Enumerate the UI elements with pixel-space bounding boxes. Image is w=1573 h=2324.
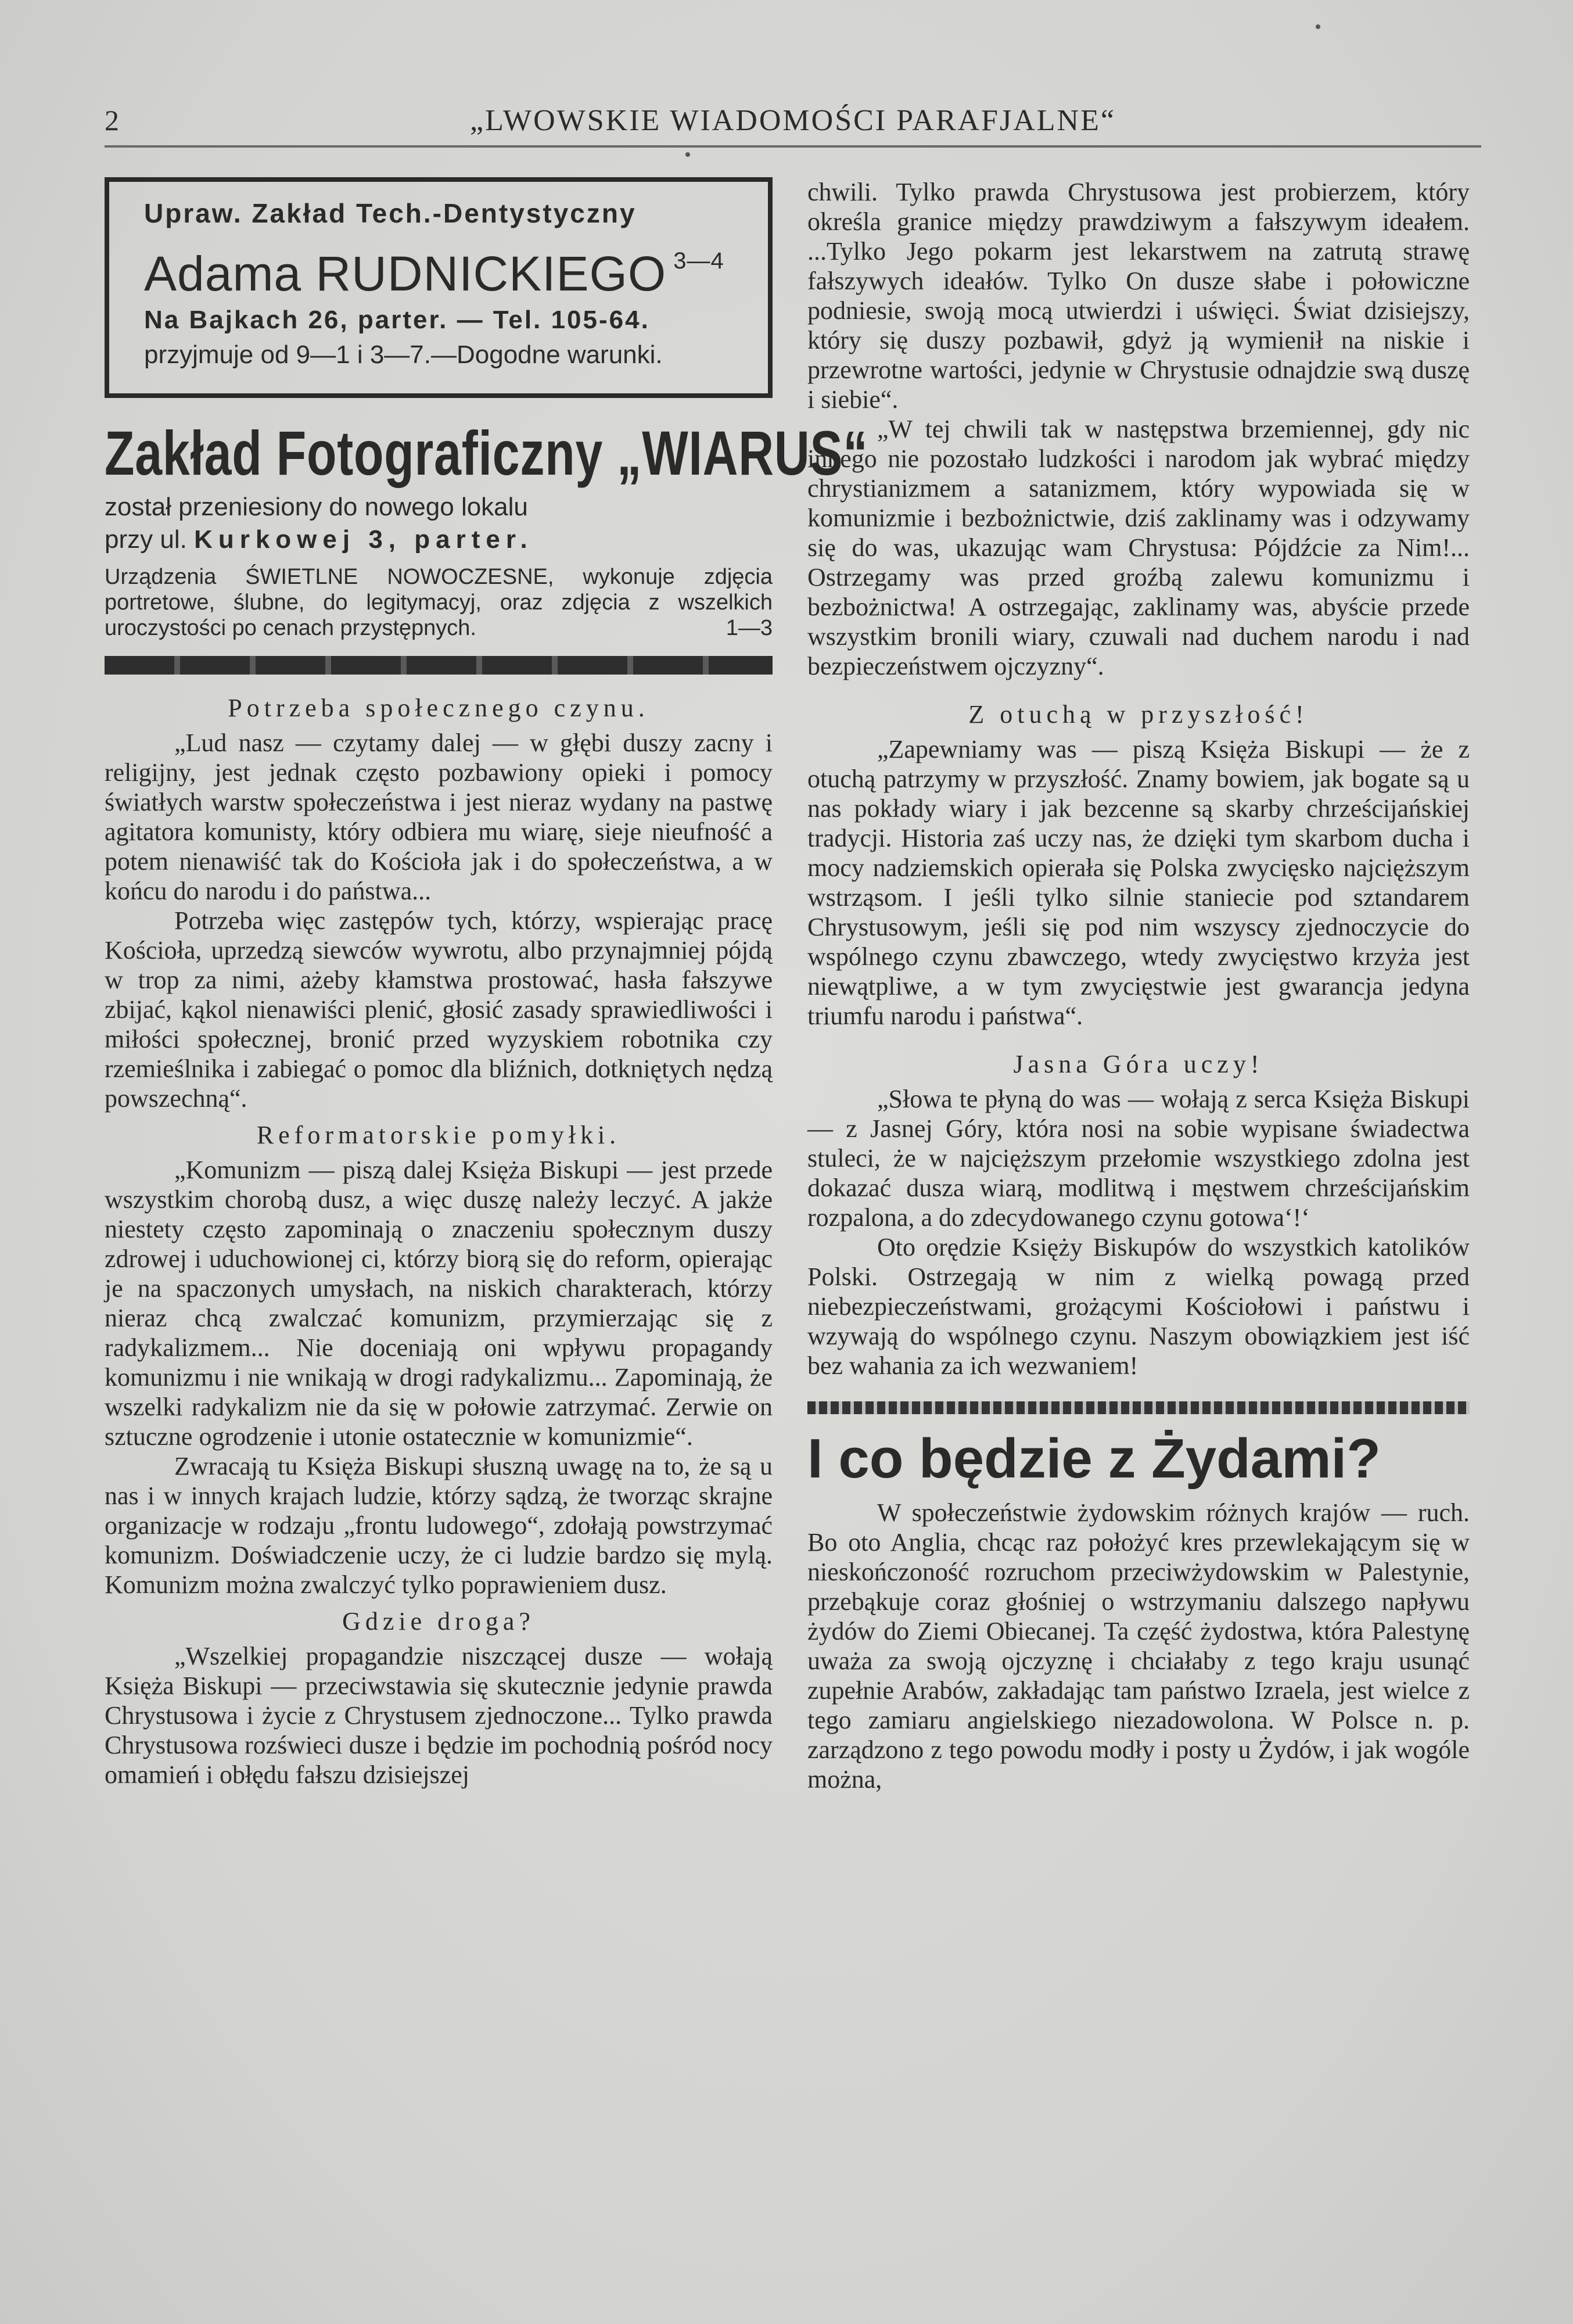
dentist-ad-hours: przyjmuje od 9—1 i 3—7.—Dogodne warunki.: [144, 340, 663, 369]
publication-title: „LWOWSKIE WIADOMOŚCI PARAFJALNE“: [470, 104, 1116, 137]
page-number: 2: [105, 104, 119, 137]
article-headline: I co będzie z Żydami?: [807, 1428, 1381, 1490]
photo-ad-line2: [105, 523, 773, 556]
running-header: [105, 99, 1481, 148]
paragraph: „Lud nasz — czytamy dalej — w głębi duszy zacny i religijny, jest jednak często pozbawiony opieki i pomocy światłych warstw społeczeństwa i jest nieraz wydany na pastwę agitatora komunisty, który odbiera mu wiarę, sieje nieufność a potem nienawiść tak do Kościoła jak i do społeczeństwa, a w końcu do narodu i do państwa...: [105, 729, 773, 905]
section-title: Jasna Góra uczy!: [1013, 1050, 1264, 1078]
paragraph: „W tej chwili tak w następstwa brzemiennej, gdy nic innego nie pozostało ludzkości i narodom jak wybrać między chrystianizmem a satanizmem, który wypowiada się w komunizmie i bezbożnictwie, dziś zaklinamy was i odzywamy się do was, ukazując wam Chrystusa: Pójdźcie za Nim!... Ostrzegamy was przed groźbą zalewu komunizmu i bezbożnictwa! A ostrzegając, zaklinamy was, abyście przede wszystkim bronili wiary, czuwali nad duchem narodu i nad bezpieczeństwem ojczyzny“.: [807, 415, 1470, 680]
paragraph: Oto orędzie Księży Biskupów do wszystkich katolików Polski. Ostrzegają w nim z wielką powagą przed niebezpieczeństwami, grożącymi Kościołowi i państwu i wzywają do wspólnego czynu. Naszym obowiązkiem jest iść bez wahania za ich wezwaniem!: [807, 1233, 1470, 1380]
dentist-ad-name: [144, 232, 745, 303]
paragraph: Potrzeba więc zastępów tych, którzy, wspierając pracę Kościoła, uprzedzą siewców wywrotu, albo przynajmniej pójdą w trop za nimi, ażeby kłamstwa prostować, hasła fałszywe zbijać, kąkol nienawiści plenić, głosić zasady sprawiedliwości i miłości społecznej, bronić przed wyzyskiem robotnika czy rzemieślnika i zabiegać o pomoc dla bliźnich, dotkniętych nędzą powszechną“.: [105, 906, 773, 1113]
dentist-ad-line1: Upraw. Zakład Tech.-Dentystyczny: [144, 198, 637, 228]
paragraph: „Wszelkiej propagandzie niszczącej dusze — wołają Księża Biskupi — przeciwstawia się skutecznie jedynie prawda Chrystusowa i życie z Chrystusem zjednoczone... Tylko prawda Chrystusowa rozświeci dusze i będzie im pochodnią pośród nocy omamień i obłędu fałszu dzisiejszej: [105, 1642, 773, 1789]
dentist-ad-address: Na Bajkach 26, parter. — Tel. 105-64.: [144, 306, 650, 334]
paragraph: Zwracają tu Księża Biskupi słuszną uwagę na to, że są u nas i w innych krajach ludzie, którzy sądzą, że tworząc skrajne organizacje w rodzaju „frontu ludowego“, zdołają powstrzymać komunizm. Doświadczenie uczy, że ci ludzie bardzo się mylą. Komunizm można zwalczyć tylko poprawieniem dusz.: [105, 1452, 773, 1599]
section-title: Gdzie droga?: [342, 1607, 535, 1636]
photo-studio-advertisement: [105, 415, 868, 641]
photo-ad-issue: 1—3: [726, 616, 773, 640]
paragraph: „Zapewniamy was — piszą Księża Biskupi — że z otuchą patrzymy w przyszłość. Znamy bowiem, jak bogate są u nas pokłady wiary i jak bezcenne są skarby chrześcijańskiej tradycji. Historia zaś uczy nas, że dzięki tym skarbom ducha i mocy nadziemskich opierała się Polska zwycięsko najcięższym wstrząsom. I jeśli tylko silnie staniecie pod sztandarem Chrystusowym, jeśli się pod nim wszyscy zjednoczycie do wspólnego czynu zbawczego, wtedy zwycięstwo krzyża jest niewątpliwe, a w tym zwycięstwie jest gwarancja jedyna triumfu narodu i państwa“.: [807, 735, 1470, 1030]
section-title: Reformatorskie pomyłki.: [256, 1121, 621, 1149]
paragraph: W społeczeństwie żydowskim różnych krajów — ruch. Bo oto Anglia, chcąc raz położyć kres przewlekającym się w nieskończoność rozruchom przeciwżydowskim w Palestynie, przebąkuje coraz głośniej o wstrzymaniu dalszego napływu żydów do Ziemi Obiecanej. Ta część żydostwa, która Palestynę uważa za swoją ojczyznę i chciałaby z tego kraju usunąć zupełnie Arabów, zakładając tam państwo Izraela, jest wielce z tego zamiaru angielskiego niezadowolona. W Polsce n. p. zarządzono z tego powodu modły i posty u Żydów, i jak wogóle można,: [807, 1498, 1470, 1794]
dentist-ad-issue: 3—4: [673, 248, 724, 274]
photo-ad-street: Kurkowej 3, parter.: [194, 525, 533, 554]
dentist-advertisement: [105, 177, 773, 398]
section-title: Potrzeba społecznego czynu.: [228, 694, 649, 722]
section-title: Z otuchą w przyszłość!: [968, 700, 1309, 729]
photo-ad-details: [105, 564, 773, 641]
photo-ad-line1: został przeniesiony do nowego lokalu: [105, 493, 528, 521]
ornament-divider: [807, 1401, 1470, 1414]
section-divider: [105, 656, 773, 675]
photo-ad-details-text: Urządzenia ŚWIETLNE NOWOCZESNE, wykonuje zdjęcia portretowe, ślubne, do legitymacyj, oraz zdjęcia z wszelkich uroczystości po cenach przystępnych.: [105, 565, 773, 640]
paper-speck: [1316, 24, 1320, 29]
right-column: [807, 177, 1470, 1794]
paper-speck: [685, 152, 690, 157]
paragraph: chwili. Tylko prawda Chrystusowa jest probierzem, który określa granice między prawdziwym a fałszywym ideałem. ...Tylko Jego pokarm jest lekarstwem na zatrutą strawę fałszywych ideałów. Tylko On dusze słabe i połowiczne podniesie, swoją mocą utwierdzi i uświęci. Świat dzisiejszy, który się duszy pozbawił, gdyż ją wymienił na niskie i przewrotne wartości, jedynie w Chrystusie odnajdzie swą duszę i siebie“.: [807, 178, 1470, 414]
paragraph: „Komunizm — piszą dalej Księża Biskupi — jest przede wszystkim chorobą dusz, a więc duszę należy leczyć. A jakże niestety często zapominają o znaczeniu społecznym duszy zdrowej i uduchowionej ci, którzy biorą się do reform, opierając je na spaczonych umysłach, na niskich charakterach, którzy nieraz chcą zwalczać komunizm, przymierzając się z radykalizmem... Nie doceniają oni wpływu propagandy komunizmu i nie wnikają w drogi radykalizmu... Zapominają, że wszelki radykalizm nie da się w połowie zatrzymać. Zerwie on sztuczne ogrodzenie i utonie ostatecznie w komunizmie“.: [105, 1156, 773, 1451]
paragraph: „Słowa te płyną do was — wołają z serca Księża Biskupi — z Jasnej Góry, która nosi na sobie wypisane świadectwa stuleci, że w najcięższym przełomie wszystkiego zdolna jest dokazać dusza wiarą, modlitwą i męstwem chrześcijańskim rozpalona, a do zdecydowanego czynu gotowa‘!‘: [807, 1085, 1470, 1232]
photo-ad-title: Zakład Fotograficzny „WIARUS“: [105, 418, 868, 488]
left-column: [105, 177, 868, 1789]
dentist-ad-name-text: Adama RUDNICKIEGO: [144, 246, 667, 301]
photo-ad-street-prefix: przy ul.: [105, 525, 187, 554]
